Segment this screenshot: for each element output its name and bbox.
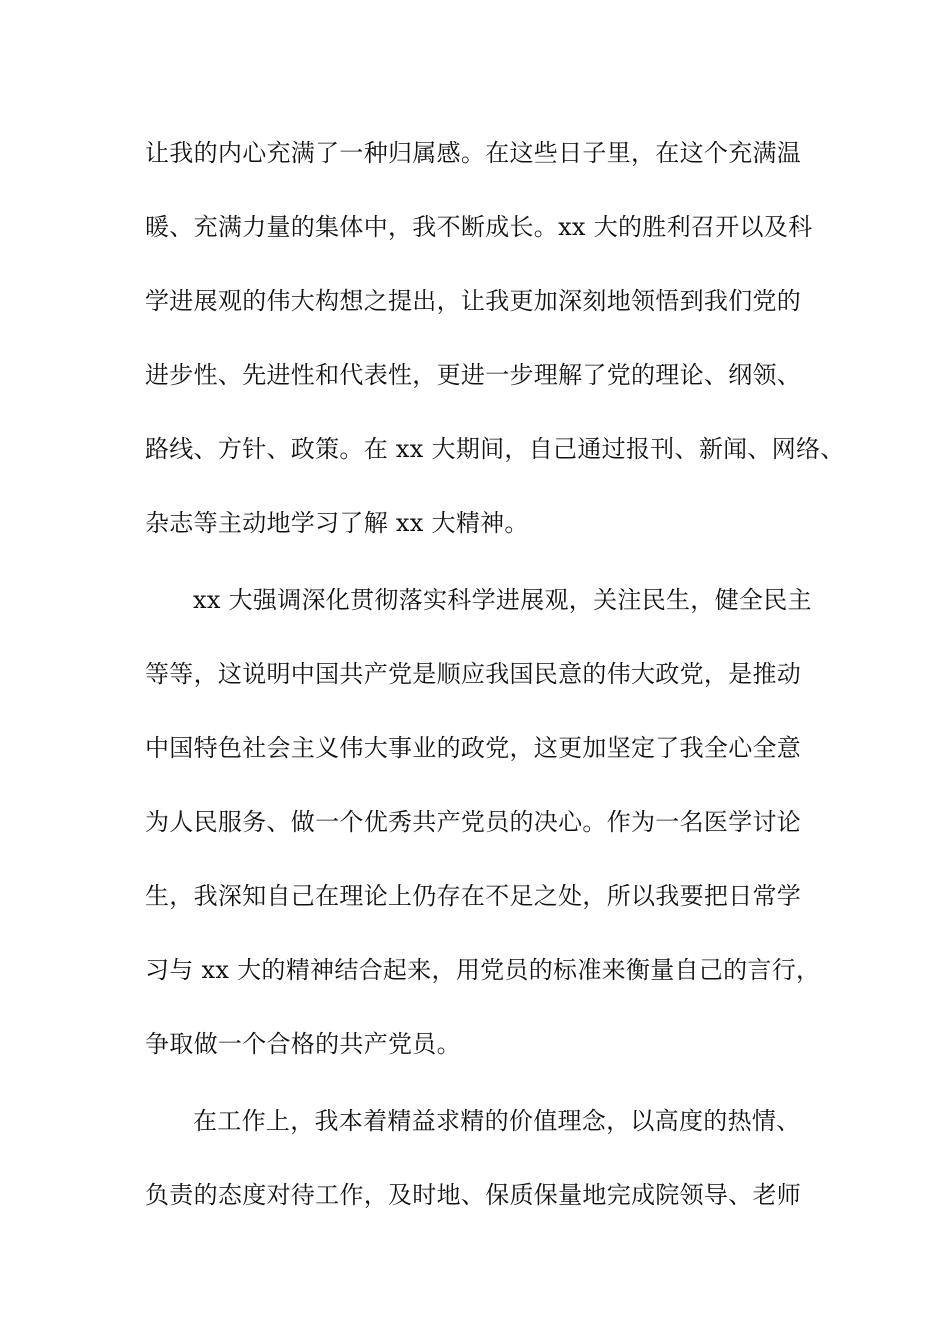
text-line: 生，我深知自己在理论上仍存在不足之处，所以我要把日常学 xyxy=(145,882,802,910)
text-line: xx 大强调深化贯彻落实科学进展观，关注民生，健全民主 xyxy=(193,586,812,614)
text-line: 路线、方针、政策。在 xx 大期间，自己通过报刊、新闻、网络、 xyxy=(145,435,845,463)
text-line: 中国特色社会主义伟大事业的政党，这更加坚定了我全心全意 xyxy=(145,734,802,762)
text-line: 学进展观的伟大构想之提出，让我更加深刻地领悟到我们党的 xyxy=(145,287,802,315)
text-line: 进步性、先进性和代表性，更进一步理解了党的理论、纲领、 xyxy=(145,361,802,389)
text-line: 等等，这说明中国共产党是顺应我国民意的伟大政党，是推动 xyxy=(145,660,802,688)
text-line: 习与 xx 大的精神结合起来，用党员的标准来衡量自己的言行， xyxy=(145,956,821,984)
text-line: 杂志等主动地学习了解 xx 大精神。 xyxy=(145,509,529,537)
text-line: 为人民服务、做一个优秀共产党员的决心。作为一名医学讨论 xyxy=(145,808,802,836)
text-line: 负责的态度对待工作，及时地、保质保量地完成院领导、老师 xyxy=(145,1181,802,1209)
text-line: 让我的内心充满了一种归属感。在这些日子里，在这个充满温 xyxy=(145,139,802,167)
text-line: 暖、充满力量的集体中，我不断成长。xx 大的胜利召开以及科 xyxy=(145,213,813,241)
text-line: 争取做一个合格的共产党员。 xyxy=(145,1030,461,1058)
text-line: 在工作上，我本着精益求精的价值理念，以高度的热情、 xyxy=(193,1107,801,1135)
